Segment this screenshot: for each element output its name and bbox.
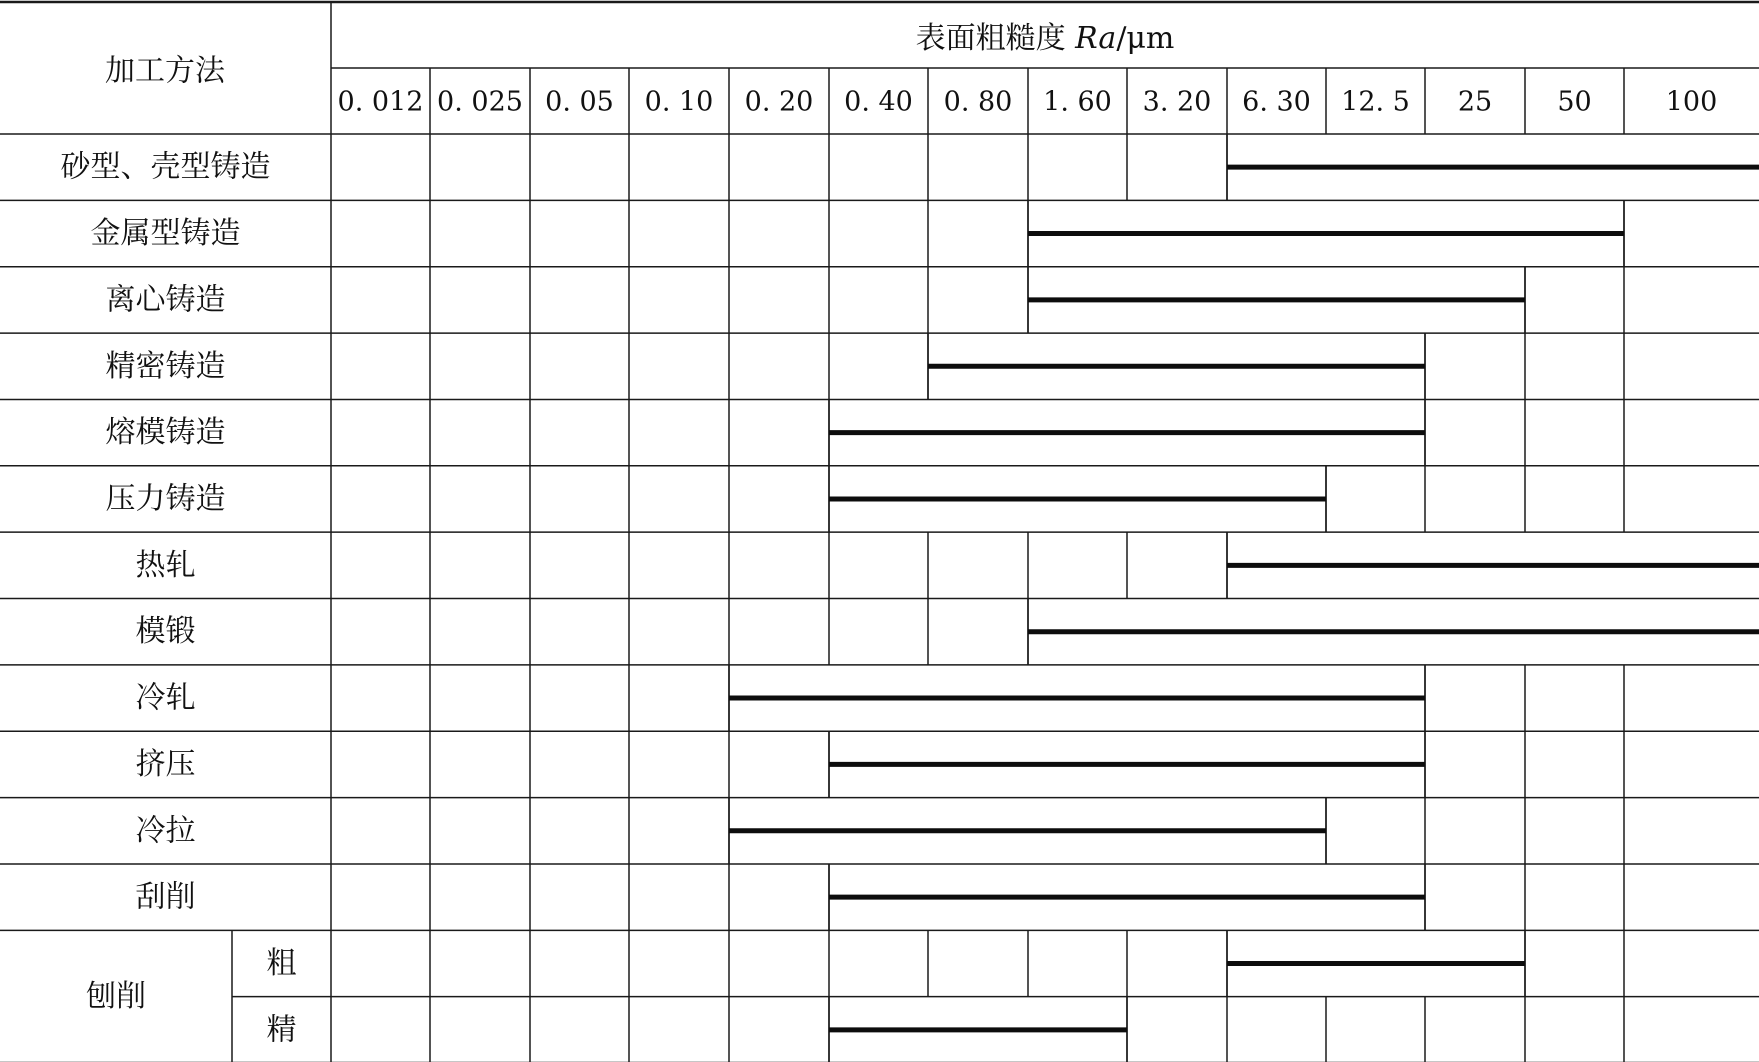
column-tick-label: 0. 10 [644, 86, 714, 118]
column-tick-label: 0. 025 [437, 86, 523, 118]
row-group-label: 刨削 [86, 979, 146, 1015]
row-label: 热轧 [135, 547, 196, 583]
row-label: 冷拉 [135, 813, 196, 849]
roughness-header-prefix: 表面粗糙度 [915, 20, 1076, 56]
row-label: 精密铸造 [105, 348, 226, 384]
row-label: 刮削 [135, 879, 196, 915]
column-tick-label: 25 [1457, 86, 1493, 118]
row-sub-label: 粗 [266, 946, 297, 981]
roughness-header [916, 21, 1175, 56]
roughness-unit: /μm [1116, 20, 1175, 56]
method-header: 加工方法 [105, 53, 225, 89]
row-label: 冷轧 [135, 680, 196, 716]
row-label: 挤压 [135, 746, 196, 782]
column-tick-label: 12. 5 [1341, 86, 1410, 118]
table-text [61, 21, 1718, 1048]
column-tick-label: 0. 80 [943, 86, 1013, 118]
row-sub-label: 精 [266, 1012, 297, 1048]
roughness-symbol: Ra [1075, 20, 1117, 56]
column-tick-label: 0. 20 [744, 86, 814, 118]
row-label: 熔模铸造 [105, 415, 226, 451]
column-tick-label: 50 [1557, 86, 1592, 118]
column-tick-label: 3. 20 [1142, 86, 1212, 118]
column-tick-label: 1. 60 [1043, 86, 1112, 118]
row-label: 压力铸造 [105, 481, 226, 517]
column-tick-label: 0. 40 [844, 86, 913, 118]
column-tick-label: 0. 05 [545, 86, 614, 118]
row-label: 离心铸造 [105, 282, 226, 318]
row-label: 模锻 [135, 614, 196, 650]
row-label: 砂型、壳型铸造 [60, 149, 271, 185]
column-tick-label: 100 [1665, 86, 1718, 118]
column-tick-label: 0. 012 [337, 86, 424, 118]
row-label: 金属型铸造 [90, 216, 241, 252]
column-tick-label: 6. 30 [1242, 86, 1311, 118]
